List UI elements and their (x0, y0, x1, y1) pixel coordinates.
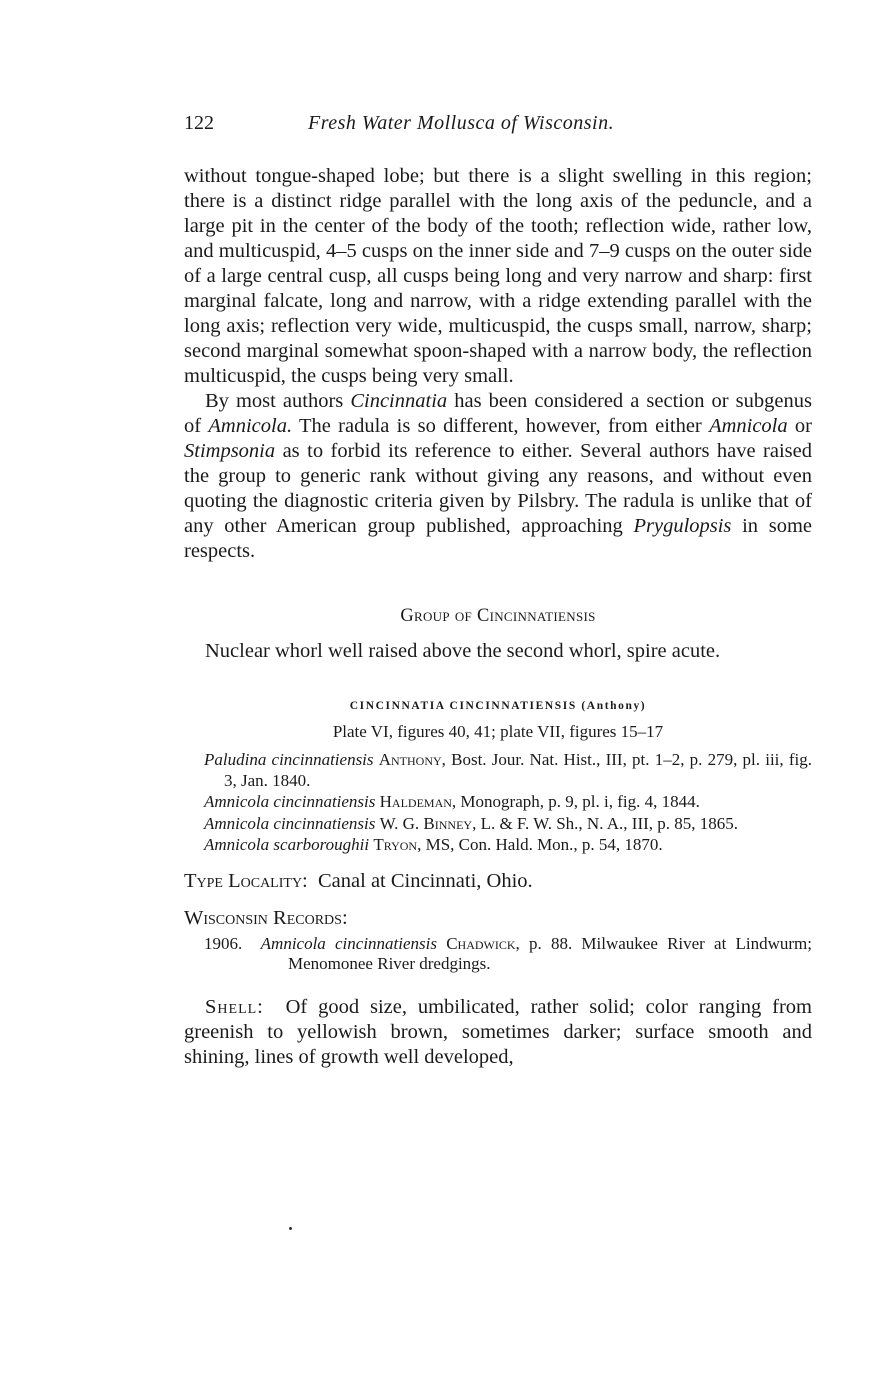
ink-speck (289, 1227, 292, 1230)
type-locality-label: Type Locality: (184, 869, 308, 892)
page (184, 112, 812, 1070)
species-author: (Anthony) (581, 700, 647, 712)
shell-label: Shell: (205, 995, 264, 1018)
species-name: CINCINNATIA CINCINNATIENSIS (349, 700, 577, 712)
paragraph-nuclear-whorl: Nuclear whorl well raised above the second whorl, spire acute. (205, 640, 721, 662)
synonymy-list (184, 750, 812, 856)
shell-text: Of good size, umbilicated, rather solid; color ranging from greenish to yellowish brown, sometimes darker; surface smooth and shining, lines of growth well developed, (184, 995, 813, 1068)
wisconsin-records-label: Wisconsin Records: (184, 906, 348, 929)
species-heading (184, 700, 812, 712)
page-number: 122 (184, 112, 214, 134)
plate-reference: Plate VI, figures 40, 41; plate VII, figures 15–17 (332, 722, 664, 741)
synonym-entry: Amnicola cincinnatiensis W. G. Binney, L. & F. W. Sh., N. A., III, p. 85, 1865. (204, 813, 739, 833)
paragraph-radula-description: without tongue-shaped lobe; but there is a slight swelling in this region; there is a distinct ridge parallel with the long axis of the peduncle, and a large pit in the center of the body of the tooth; reflection wide, rather low, and multicuspid, 4–5 cusps on the inner side and 7–9 cusps on the outer side of a large central cusp, all cusps being long and very narrow and sharp: first marginal falcate, long and narrow, with a ridge extending parallel with the long axis; reflection very wide, multicuspid, the cusps small, narrow, sharp; second marginal somewhat spoon-shaped with a narrow body, the reflection multicuspid, the cusps being very small. (184, 165, 812, 387)
synonym-entry: Amnicola cincinnatiensis Haldeman, Monograph, p. 9, pl. i, fig. 4, 1844. (204, 792, 700, 811)
synonym-entry: Paludina cincinnatiensis Anthony, Bost. Jour. Nat. Hist., III, pt. 1–2, p. 279, pl. iii, fig. 3, Jan. 1840. (204, 750, 812, 790)
paragraph-shell (184, 995, 812, 1070)
synonym-entry: Amnicola scarboroughii Tryon, MS, Con. Hald. Mon., p. 54, 1870. (204, 835, 663, 854)
paragraph-taxonomy: By most authors Cincinnatia has been considered a section or subgenus of Amnicola. The radula is so different, however, from either Amnicola or Stimpsonia as to forbid its reference to either. Several authors have raised the group to generic rank without giving any reasons, and without even quoting the diagnostic criteria given by Pilsbry. The radula is unlike that of any other American group published, approaching Prygulopsis in some respects. (184, 390, 813, 562)
wisconsin-record-entry: 1906. Amnicola cincinnatiensis Chadwick, p. 88. Milwaukee River at Lindwurm; Menomonee River dredgings. (204, 933, 813, 973)
running-title: Fresh Water Mollusca of Wisconsin. (308, 112, 615, 134)
type-locality-value: Canal at Cincinnati, Ohio. (318, 869, 533, 892)
group-heading: Group of Cincinnatiensis (400, 606, 596, 626)
type-locality (184, 870, 812, 893)
page-header (184, 112, 812, 146)
